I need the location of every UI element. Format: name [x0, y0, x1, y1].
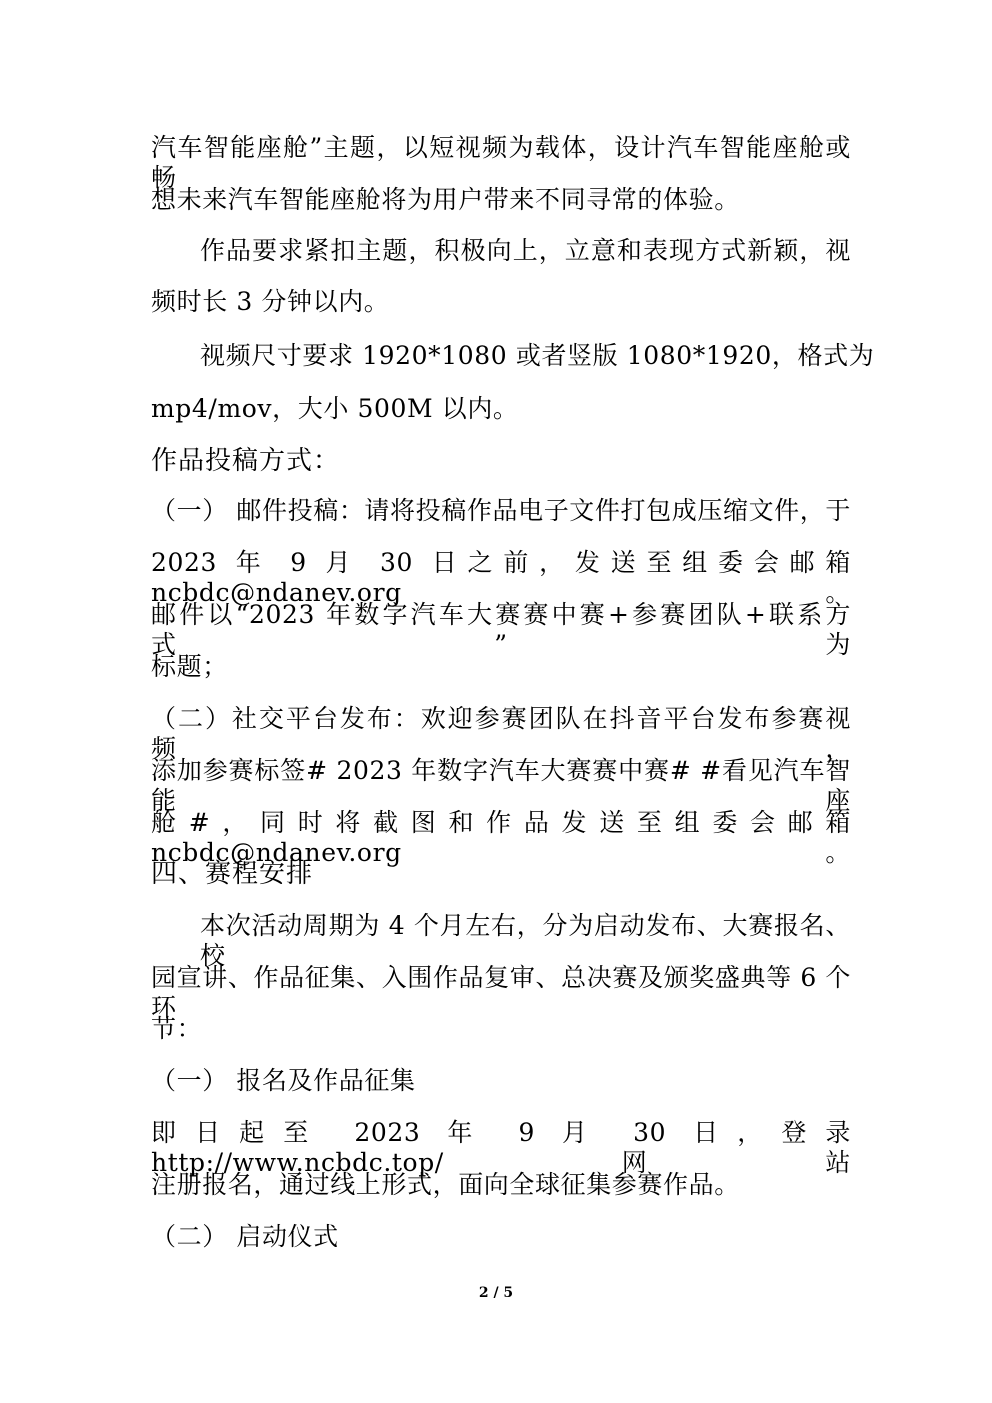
paragraph-line: 标题； [151, 652, 228, 681]
paragraph-line: 节： [151, 1014, 203, 1043]
paragraph-line: 汽车智能座舱”主题，以短视频为载体，设计汽车智能座舱或畅 [151, 133, 851, 192]
page-number: 2 / 5 [478, 1285, 514, 1301]
paragraph-line: mp4/mov，大小 500M 以内。 [151, 394, 519, 423]
paragraph-line: 即日起至 2023 年 9 月 30 日，登录 http://www.ncbdc.top/网站 [151, 1118, 851, 1177]
subsection-heading: （一） 报名及作品征集 [151, 1066, 416, 1095]
paragraph-line: 园宣讲、作品征集、入围作品复审、总决赛及颁奖盛典等 6 个环 [151, 963, 851, 1022]
paragraph-line: （二）社交平台发布：欢迎参赛团队在抖音平台发布参赛视频， [151, 704, 851, 763]
paragraph-line: 注册报名，通过线上形式，面向全球征集参赛作品。 [151, 1170, 740, 1199]
paragraph-line: 舱#，同时将截图和作品发送至组委会邮箱 ncbdc@ndanev.org。 [151, 808, 851, 867]
paragraph-line: 想未来汽车智能座舱将为用户带来不同寻常的体验。 [151, 185, 740, 214]
paragraph-line: 邮件以“2023 年数字汽车大赛赛中赛+参赛团队+联系方式”为 [151, 600, 851, 659]
paragraph-line: 作品要求紧扣主题，积极向上，立意和表现方式新颖，视 [200, 236, 851, 265]
paragraph-line: 频时长 3 分钟以内。 [151, 287, 390, 316]
paragraph-line: 本次活动周期为 4 个月左右，分为启动发布、大赛报名、校 [200, 911, 851, 970]
section-heading: 四、赛程安排 [151, 859, 314, 889]
subsection-heading: （二） 启动仪式 [151, 1222, 339, 1251]
paragraph-line: 添加参赛标签# 2023 年数字汽车大赛赛中赛# #看见汽车智能座 [151, 756, 851, 815]
paragraph-line: （一） 邮件投稿：请将投稿作品电子文件打包成压缩文件，于 [151, 496, 851, 525]
paragraph-line: 视频尺寸要求 1920*1080 或者竖版 1080*1920，格式为 [200, 341, 875, 370]
paragraph-line: 2023 年 9 月 30 日之前，发送至组委会邮箱 ncbdc@ndanev.org。 [151, 548, 851, 607]
section-heading: 作品投稿方式： [151, 446, 341, 476]
